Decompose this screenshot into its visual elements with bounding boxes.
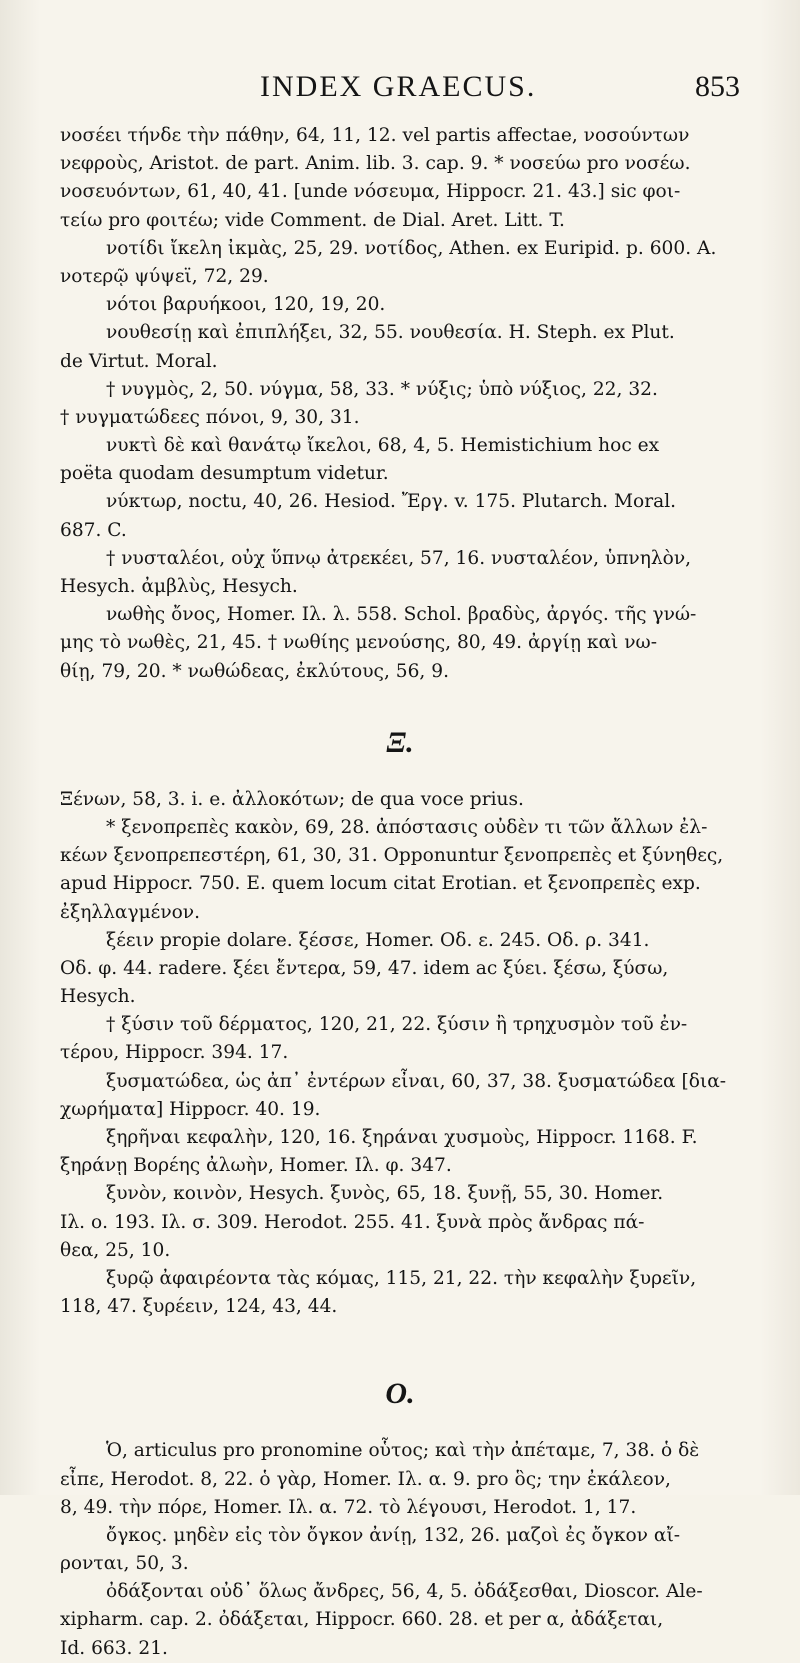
nu-section [60,122,740,686]
index-line: νεφροὺς, Aristot. de part. Anim. lib. 3. cap. 9. * νοσεύω pro νοσέω. [60,153,691,175]
index-line: νυκτὶ δὲ καὶ θανάτῳ ἴκελοι, 68, 4, 5. Hemistichium hoc ex [106,435,660,457]
index-line: ξυρῷ ἀφαιρέοντα τὰς κόμας, 115, 21, 22. τὴν κεφαλὴν ξυρεῖν, [106,1267,697,1289]
index-line: Hesych. [60,986,136,1008]
index-line: † νυσταλέοι, οὐχ ὕπνῳ ἀτρεκέει, 57, 16. νυσταλέον, ὑπνηλὸν, [106,547,692,569]
index-line: χωρήματα] Hippocr. 40. 19. [60,1098,321,1120]
index-line: ξυνὸν, κοινὸν, Hesych. ξυνὸς, 65, 18. ξυνῇ, 55, 30. Homer. [106,1183,664,1205]
index-line: ξηράνῃ Βορέης ἀλωὴν, Homer. Ιλ. φ. 347. [60,1155,452,1177]
index-line: ξηρῆναι κεφαλὴν, 120, 16. ξηράναι χυσμοὺς, Hippocr. 1168. F. [106,1127,698,1148]
index-line: * ξενοπρεπὲς κακὸν, 69, 28. ἀπόστασις οὐδὲν τι τῶν ἄλλων ἐλ- [106,816,708,838]
index-line: 8, 49. τὴν πόρε, Homer. Ιλ. α. 72. τὸ λέγουσι, Herodot. 1, 17. [60,1496,637,1518]
index-line: θίῃ, 79, 20. * νωθώδεας, ἐκλύτους, 56, 9. [60,660,449,682]
index-line: poëta quodam desumptum videtur. [60,463,389,485]
index-line: νοσέει τήνδε τὴν πάθην, 64, 11, 12. vel partis affectae, νοσούντων [60,125,690,146]
section-letter-omicron: O. [385,1377,415,1411]
index-line: 687. C. [60,519,127,541]
index-line: νουθεσίῃ καὶ ἐπιπλήξει, 32, 55. νουθεσία. H. Steph. ex Plut. [106,322,675,344]
index-line: † νυγμὸς, 2, 50. νύγμα, 58, 33. * νύξις; ὑπὸ νύξιος, 22, 32. [106,378,658,400]
index-line: Ιλ. ο. 193. Ιλ. σ. 309. Herodot. 255. 41. ξυνὰ πρὸς ἄνδρας πά- [60,1211,645,1233]
index-line: ὀδάξονται οὐδ᾽ ὅλως ἄνδρες, 56, 4, 5. ὀδάξεσθαι, Dioscor. Ale- [106,1581,703,1603]
xi-section [60,786,740,1322]
index-line: Id. 663. 21. [60,1637,168,1659]
index-line: ὄγκος. μηδὲν εἰς τὸν ὄγκον ἀνίῃ, 132, 26. μαζοὶ ἐς ὄγκον αἴ- [106,1524,681,1546]
index-line: εἶπε, Herodot. 8, 22. ὁ γὰρ, Homer. Ιλ. α. 9. pro ὃς; την ἐκάλεον, [60,1468,671,1490]
index-line: ξέειν propie dolare. ξέσσε, Homer. Οδ. ε. 245. Οδ. ρ. 341. [106,929,650,951]
running-title: INDEX GRAECUS. [260,70,537,103]
index-line: νοτερῷ ψύψεϊ, 72, 29. [60,265,269,287]
index-line: τείω pro φοιτέω; vide Comment. de Dial. Aret. Litt. T. [60,209,565,231]
page-number: 853 [695,70,740,103]
index-line: κέων ξενοπρεπεστέρη, 61, 30, 31. Opponuntur ξενοπρεπὲς et ξύνηθες, [60,845,724,867]
index-line: ἐξηλλαγμένον. [60,901,201,923]
index-line: † ξύσιν τοῦ δέρματος, 120, 21, 22. ξύσιν ἢ τρηχυσμὸν τοῦ ἐν- [106,1014,688,1036]
omicron-section [60,1437,740,1663]
section-letter-xi: Ξ. [386,725,414,759]
index-content [60,122,740,1663]
index-line: νότοι βαρυήκοοι, 120, 19, 20. [106,294,386,316]
index-line: de Virtut. Moral. [60,350,218,372]
index-line: νοσευόντων, 61, 40, 41. [unde νόσευμα, Hippocr. 21. 43.] sic φοι- [60,181,681,203]
index-line: Ὁ, articulus pro pronomine οὗτος; καὶ τὴν ἀπέταμε, 7, 38. ὁ δὲ [106,1440,700,1462]
index-line: 118, 47. ξυρέειν, 124, 43, 44. [60,1296,338,1318]
index-line: Hesych. ἀμβλὺς, Hesych. [60,576,298,597]
index-line: Οδ. φ. 44. radere. ξέει ἔντερα, 59, 47. idem ac ξύει. ξέσω, ξύσω, [60,957,669,979]
index-line: θεα, 25, 10. [60,1239,171,1261]
index-line: νοτίδι ἴκελη ἰκμὰς, 25, 29. νοτίδος, Athen. ex Euripid. p. 600. A. [106,237,717,259]
index-line: μης τὸ νωθὲς, 21, 45. † νωθίης μενούσης, 80, 49. ἀργίῃ καὶ νω- [60,632,658,654]
index-line: ρονται, 50, 3. [60,1553,189,1575]
index-line: apud Hippocr. 750. E. quem locum citat Erotian. et ξενοπρεπὲς exp. [60,873,701,895]
page-header [60,70,740,110]
index-line: xipharm. cap. 2. ὀδάξεται, Hippocr. 660. 28. et per α, ἀδάξεται, [60,1609,664,1631]
index-line: τέρου, Hippocr. 394. 17. [60,1042,289,1064]
index-line: † νυγματώδεες πόνοι, 9, 30, 31. [60,406,360,428]
index-line: νύκτωρ, noctu, 40, 26. Hesiod. Ἔργ. v. 175. Plutarch. Moral. [106,491,677,513]
index-line: νωθὴς ὄνος, Homer. Ιλ. λ. 558. Schol. βραδὺς, ἀργός. τῆς γνώ- [106,604,697,626]
index-line: ξυσματώδεα, ὡς ἀπ᾽ ἐντέρων εἶναι, 60, 37, 38. ξυσματώδεα [δια- [106,1070,727,1092]
index-line: Ξένων, 58, 3. i. e. ἀλλοκότων; de qua voce prius. [60,788,524,810]
